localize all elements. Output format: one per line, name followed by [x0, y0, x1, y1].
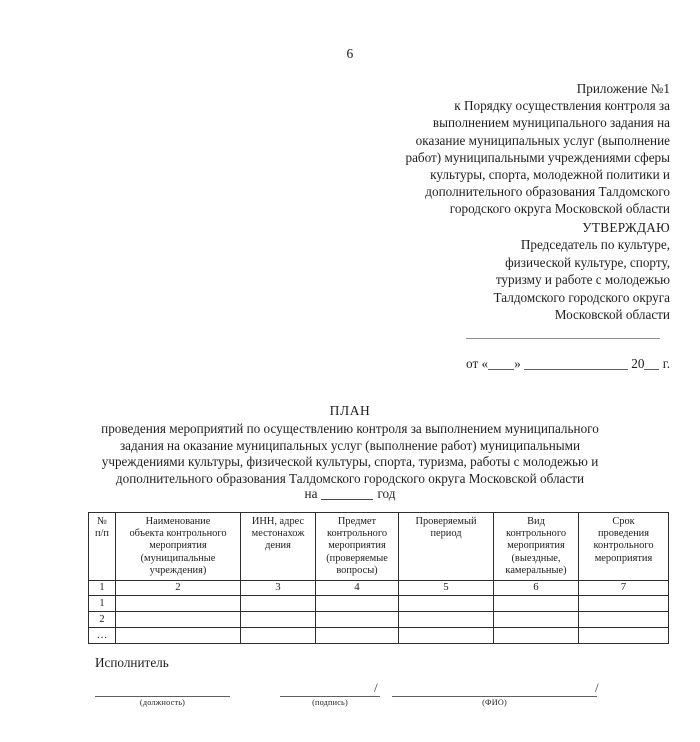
page-number: 6 [346, 46, 354, 61]
row-cell-subject[interactable] [316, 596, 399, 612]
date-month-blank [524, 369, 628, 370]
table-row[interactable] [89, 612, 669, 628]
table-header-cell-period [399, 513, 494, 581]
header-line: (проверяемые [326, 552, 388, 564]
table-header-cell-type [494, 513, 579, 581]
header-line: (муниципальные [140, 552, 216, 564]
header-line: Вид [527, 516, 545, 527]
header-line: объекта контрольного [129, 528, 227, 540]
approval-line: Московской области [554, 307, 670, 323]
date-year-blank [644, 369, 659, 370]
header-line: период [430, 528, 462, 540]
plan-subtitle-line: проведения мероприятий по осуществлению контроля за выполнением муниципального [101, 421, 599, 436]
signature-fullname-field[interactable] [392, 686, 597, 707]
column-number: 7 [579, 581, 669, 596]
date-year: 20 [631, 356, 645, 371]
row-cell-type[interactable] [494, 596, 579, 612]
appendix-line: городского округа Московской области [449, 201, 670, 217]
row-cell-term[interactable] [579, 612, 669, 628]
plan-title: ПЛАН [329, 403, 371, 418]
signature-sign-field[interactable] [280, 686, 380, 707]
table-column-number-row [89, 581, 669, 596]
executor-label: Исполнитель [95, 655, 169, 670]
signature-separator: / [374, 680, 378, 695]
approval-date-line [398, 356, 670, 372]
signature-fullname-caption: (ФИО) [482, 698, 507, 707]
plan-year-blank [321, 499, 373, 500]
column-number: 1 [89, 581, 116, 596]
row-cell-object[interactable] [116, 612, 241, 628]
signature-position-caption: (должность) [139, 698, 186, 707]
column-number: 2 [116, 581, 241, 596]
date-suffix: г. [662, 356, 670, 371]
appendix-line: дополнительного образования Талдомского [425, 184, 670, 200]
plan-year-line [0, 486, 700, 502]
header-line: контрольного [505, 528, 567, 540]
approval-line: Талдомского городского округа [493, 289, 670, 305]
signature-position-rule [95, 686, 230, 697]
table-row[interactable] [89, 596, 669, 612]
row-cell-type[interactable] [494, 628, 579, 644]
header-line: мероприятия [594, 552, 653, 564]
table-header-cell-num [89, 513, 116, 581]
approval-signature-rule [466, 338, 660, 339]
header-line: п/п [94, 528, 109, 540]
row-cell-inn[interactable] [241, 596, 316, 612]
header-line: мероприятия [149, 540, 207, 552]
plan-table [88, 512, 669, 644]
plan-subtitle-line: дополнительного образования Талдомского городского округа Московской области [115, 470, 585, 486]
header-line: (выездные, [511, 552, 561, 564]
table-header-cell-term [579, 513, 669, 581]
header-line: учреждения) [149, 564, 207, 576]
row-cell-type[interactable] [494, 612, 579, 628]
appendix-line: оказание муниципальных услуг (выполнение [415, 132, 670, 148]
header-line: дения [265, 540, 291, 552]
approval-heading: УТВЕРЖДАЮ [582, 220, 670, 235]
plan-subtitle-line: учреждениями культуры, физической культуры, спорта, туризма, работы с молодежью и [101, 454, 599, 470]
table-header-cell-inn [241, 513, 316, 581]
header-line: мероприятия [328, 540, 386, 552]
row-cell-term[interactable] [579, 596, 669, 612]
approval-line: туризму и работе с молодежью [495, 272, 670, 288]
row-cell-subject[interactable] [316, 612, 399, 628]
approval-line: Председатель по культуре, [520, 237, 670, 253]
header-line: вопросы) [336, 564, 378, 576]
row-cell-period[interactable] [399, 628, 494, 644]
signature-fullname-rule [392, 686, 597, 697]
row-cell-subject[interactable] [316, 628, 399, 644]
column-number: 3 [241, 581, 316, 596]
signature-sign-caption: (подпись) [312, 698, 348, 707]
table-row[interactable] [89, 628, 669, 644]
header-line: № [97, 516, 107, 527]
row-cell-period[interactable] [399, 596, 494, 612]
header-line: контрольного [326, 528, 388, 540]
header-line: Срок [612, 516, 635, 527]
signature-row [95, 680, 615, 712]
header-line: Наименование [145, 516, 211, 527]
header-line: ИНН, адрес [251, 516, 305, 527]
date-prefix: от « [466, 356, 489, 371]
header-line: камеральные) [505, 564, 567, 576]
appendix-line: к Порядку осуществления контроля за [454, 98, 670, 114]
header-line: мероприятия [507, 540, 565, 552]
column-number: 4 [316, 581, 399, 596]
appendix-line: выполнением муниципального задания на [432, 115, 670, 131]
column-number: 6 [494, 581, 579, 596]
column-number: 5 [399, 581, 494, 596]
row-cell-period[interactable] [399, 612, 494, 628]
row-index: … [89, 628, 116, 644]
row-cell-object[interactable] [116, 596, 241, 612]
appendix-reference-block [398, 80, 670, 218]
row-index: 2 [89, 612, 116, 628]
table-header-cell-object [116, 513, 241, 581]
row-cell-inn[interactable] [241, 612, 316, 628]
row-cell-inn[interactable] [241, 628, 316, 644]
approval-line: физической культуре, спорту, [505, 254, 670, 270]
header-line: контрольного [593, 540, 654, 552]
signature-separator: / [595, 680, 599, 695]
row-cell-term[interactable] [579, 628, 669, 644]
table-header-cell-subject [316, 513, 399, 581]
approval-block [398, 219, 670, 323]
header-line: проведения [597, 528, 650, 540]
header-line: местонахож [251, 528, 305, 540]
header-line: Предмет [337, 516, 377, 527]
appendix-line: Приложение №1 [576, 81, 670, 96]
appendix-line: работ) муниципальными учреждениями сферы [405, 149, 670, 165]
signature-position-field[interactable] [95, 686, 230, 707]
plan-subtitle-line: задания на оказание муниципальных услуг (выполнение работ) муниципальными [119, 437, 581, 453]
plan-subtitle [60, 421, 640, 487]
header-line: Проверяемый [415, 516, 477, 527]
date-quote-close: » [514, 356, 521, 371]
appendix-line: культуры, спорта, молодежной политики и [430, 167, 670, 183]
row-index: 1 [89, 596, 116, 612]
plan-year-prefix: на [304, 486, 318, 501]
date-day-blank [488, 369, 514, 370]
table-header-row [89, 513, 669, 581]
signature-sign-rule [280, 686, 380, 697]
row-cell-object[interactable] [116, 628, 241, 644]
plan-year-suffix: год [377, 486, 396, 501]
